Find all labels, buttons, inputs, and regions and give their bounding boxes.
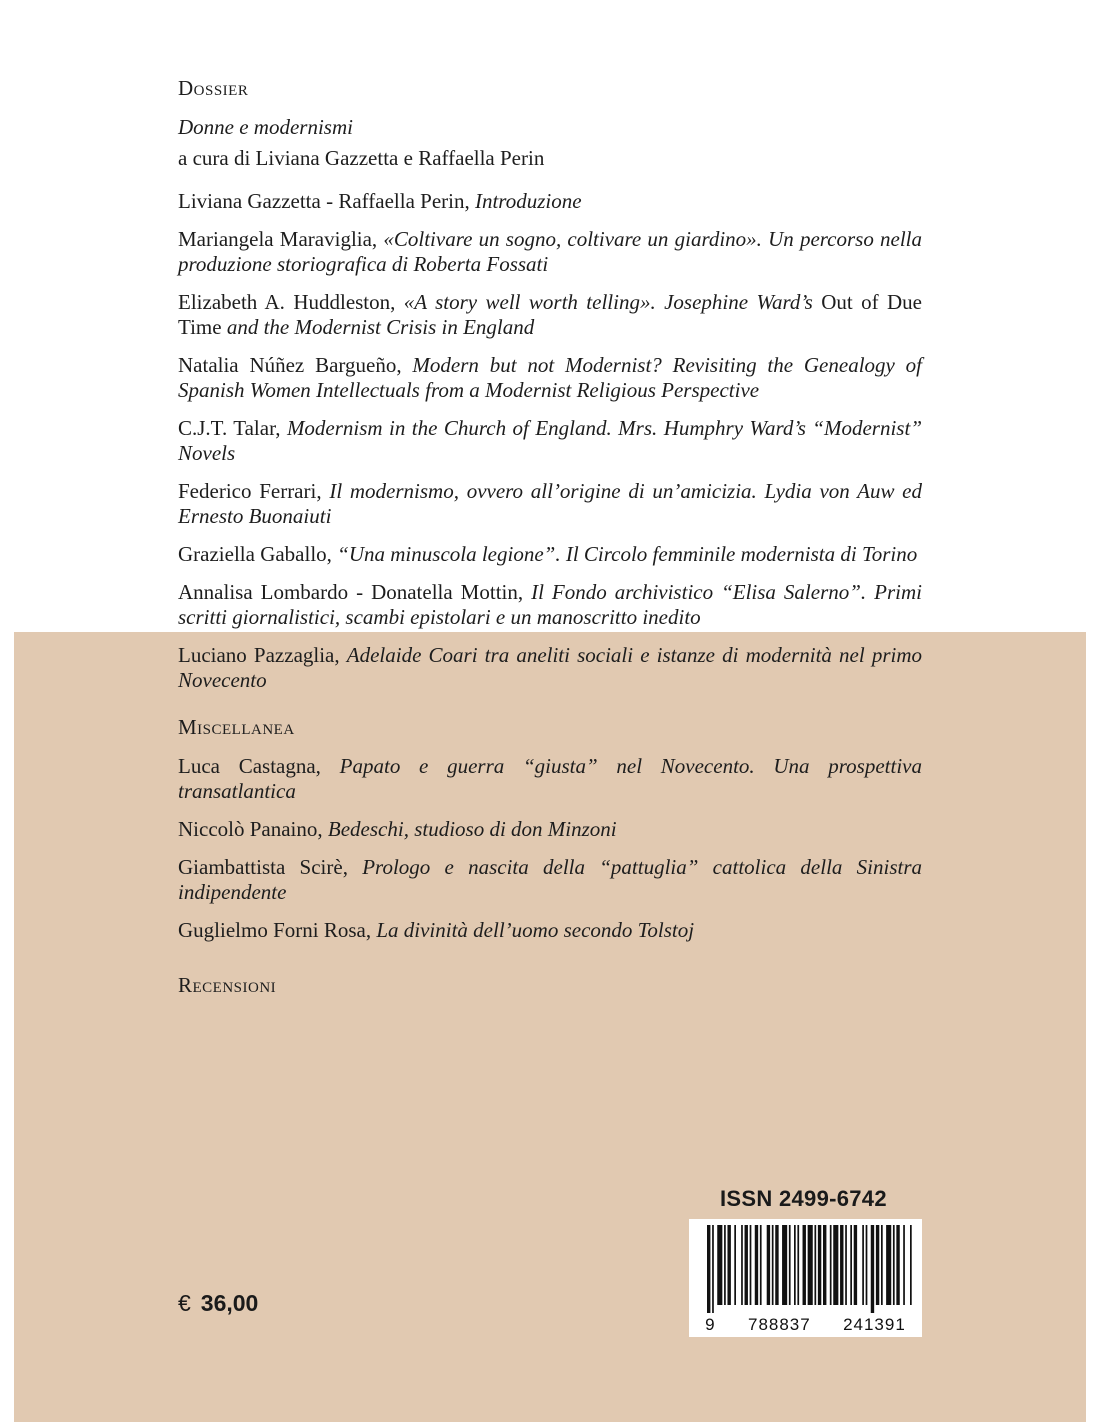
list-item (178, 353, 922, 403)
list-item (178, 817, 922, 842)
entry-title: “Una minuscola legione”. Il Circolo femminile modernista di Torino (337, 542, 918, 566)
barcode-bar (850, 1225, 852, 1305)
barcode-bar (876, 1225, 879, 1305)
list-item (178, 479, 922, 529)
entry-author: Guglielmo Forni Rosa, (178, 918, 372, 942)
entry-author: Elizabeth A. Huddleston, (178, 290, 396, 314)
list-item (178, 416, 922, 466)
barcode-bar (840, 1225, 843, 1305)
entry-author: Luca Castagna, (178, 754, 321, 778)
barcode-digit-group: 9 (705, 1315, 716, 1334)
entry-title: «Coltivare un sogno, coltivare un giardino». Un percorso nella produzione storiografica di Roberta Fossati (178, 227, 922, 276)
barcode-digit-group: 788837 (747, 1315, 811, 1334)
list-item (178, 290, 922, 340)
list-item (178, 918, 922, 943)
barcode-bar (741, 1225, 743, 1305)
barcode-bar (896, 1225, 899, 1305)
entry-author: Liviana Gazzetta - Raffaella Perin, (178, 189, 470, 213)
barcode-bar (717, 1225, 722, 1305)
entry-title-roman: Out of Due Time (178, 290, 922, 339)
barcode-bar (727, 1225, 730, 1305)
barcode-bar (903, 1225, 905, 1305)
entry-author: C.J.T. Talar, (178, 416, 281, 440)
entry-title: Bedeschi, studioso di don Minzoni (327, 817, 617, 841)
price-label (178, 1290, 258, 1317)
barcode-bar (789, 1225, 791, 1305)
barcode-bar (724, 1225, 726, 1305)
price-amount: 36,00 (200, 1290, 259, 1316)
table-of-contents (178, 76, 922, 998)
list-item (178, 754, 922, 804)
entry-author: Luciano Pazzaglia, (178, 643, 340, 667)
entry-title: Prologo e nascita della “pattuglia” cattolica della Sinistra indipendente (178, 855, 922, 904)
entry-author: Graziella Gaballo, (178, 542, 332, 566)
barcode-bar (845, 1225, 847, 1305)
dossier-subtitle: Donne e modernismi (178, 115, 353, 139)
entry-author: Giambattista Scirè, (178, 855, 348, 879)
list-item (178, 542, 922, 567)
barcode-bar (886, 1225, 891, 1305)
barcode-digits (689, 1315, 922, 1335)
barcode-bar (910, 1225, 912, 1305)
barcode-bar (808, 1225, 813, 1305)
barcode-bar (893, 1225, 895, 1305)
entry-title: Il modernismo, ovvero all’origine di un’amicizia. Lydia von Auw ed Ernesto Buonaiuti (178, 479, 923, 528)
barcode-bar (745, 1225, 748, 1305)
entry-title: Adelaide Coari tra aneliti sociali e istanze di modernità nel primo Novecento (178, 643, 923, 692)
barcode-bar (775, 1225, 778, 1305)
entry-author: Natalia Núñez Bargueño, (178, 353, 402, 377)
barcode-bar (854, 1225, 857, 1305)
barcode-bar (823, 1225, 826, 1305)
issn-label: ISSN 2499-6742 (720, 1186, 887, 1211)
entry-author: Federico Ferrari, (178, 479, 322, 503)
barcode-bar (782, 1225, 787, 1305)
list-item (178, 227, 922, 277)
entry-title: Introduzione (474, 189, 582, 213)
barcode-bars (689, 1219, 922, 1315)
barcode-bar (862, 1225, 864, 1305)
barcode-bar (818, 1225, 821, 1305)
entry-title: Modern but not Modernist? Revisiting the Genealogy of Spanish Women Intellectuals from a Modernist Religious Perspective (178, 353, 922, 402)
list-item (178, 855, 922, 905)
barcode-bar (707, 1225, 710, 1313)
entry-author: Niccolò Panaino, (178, 817, 323, 841)
recensioni-heading: Recensioni (178, 973, 277, 997)
entry-author: Annalisa Lombardo - Donatella Mottin, (178, 580, 524, 604)
entry-title-part: and the Modernist Crisis in England (226, 315, 535, 339)
currency-symbol: € (178, 1290, 191, 1316)
entry-title: La divinità dell’uomo secondo Tolstoj (376, 918, 695, 942)
barcode-bar (755, 1225, 758, 1305)
barcode-bar (881, 1225, 883, 1305)
barcode-bar (712, 1225, 714, 1313)
barcode-bar (794, 1225, 796, 1305)
entry-title: Il Fondo archivistico “Elisa Salerno”. Primi scritti giornalistici, scambi epistolari e un manoscritto inedito (178, 580, 922, 629)
barcode-digit-group: 241391 (843, 1315, 906, 1334)
barcode-bar (803, 1225, 806, 1305)
barcode-bar (797, 1225, 799, 1305)
barcode-bar (833, 1225, 838, 1305)
list-item (178, 189, 922, 214)
list-item (178, 580, 922, 630)
barcode-bar (871, 1225, 874, 1313)
barcode-bar (760, 1225, 762, 1305)
dossier-heading: Dossier (178, 76, 249, 100)
barcode-bar (830, 1225, 832, 1305)
barcode-bar (734, 1225, 736, 1305)
list-item (178, 643, 922, 693)
barcode (689, 1219, 922, 1337)
barcode-bar (772, 1225, 774, 1305)
barcode-bar (750, 1225, 752, 1305)
entry-title: Modernism in the Church of England. Mrs. Humphry Ward’s “Modernist” Novels (178, 416, 922, 465)
entry-title-part: «A story well worth telling». Josephine Ward’s (403, 290, 813, 314)
barcode-bar (767, 1225, 770, 1305)
entry-author: Mariangela Maraviglia, (178, 227, 378, 251)
barcode-bar (866, 1225, 868, 1305)
entry-title: Papato e guerra “giusta” nel Novecento. Una prospettiva transatlantica (178, 754, 922, 803)
barcode-bar (814, 1225, 816, 1305)
miscellanea-heading: Miscellanea (178, 715, 295, 739)
dossier-curator: a cura di Liviana Gazzetta e Raffaella Perin (178, 146, 545, 170)
